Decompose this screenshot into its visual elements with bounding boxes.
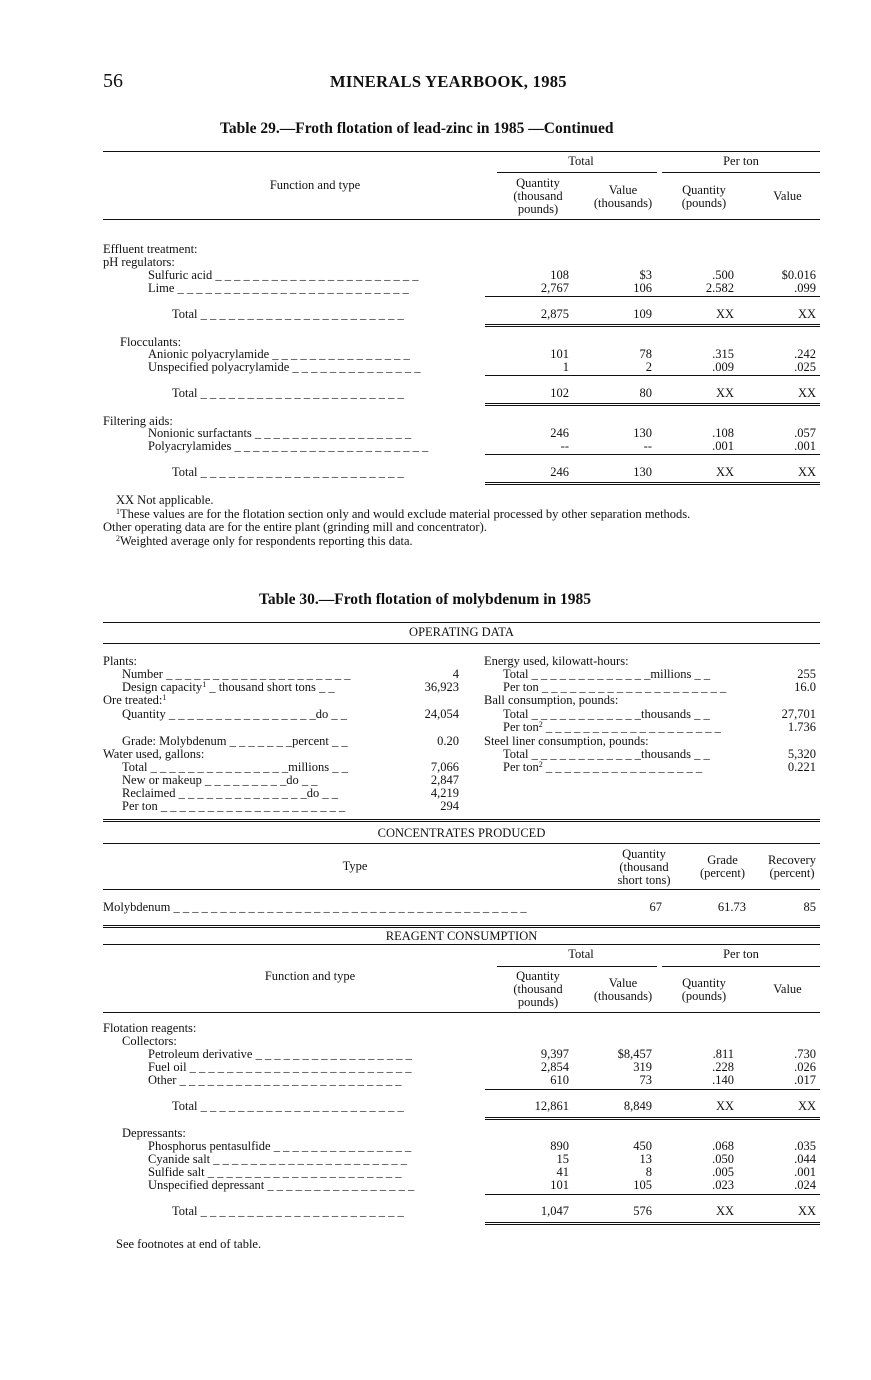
t30-op-number: Number _ _ _ _ _ _ _ _ _ _ _ _ _ _ _ _ _ _ _ _	[122, 668, 351, 681]
t30-row-label: Fuel oil _ _ _ _ _ _ _ _ _ _ _ _ _ _ _ _ _ _ _ _ _ _ _ _	[148, 1061, 412, 1074]
t29-cell-qty: 102	[550, 386, 569, 400]
t30-col-value-total: Value (thousands)	[593, 976, 653, 1003]
t30-op-water: Water used, gallons:	[103, 748, 205, 761]
t29-cell-qty: 2,875	[540, 307, 569, 321]
t29-cell-value: 2	[645, 360, 652, 374]
t30-col-function: Function and type	[264, 969, 356, 983]
t29-col-value-total: Value (thousands)	[593, 183, 653, 210]
t29-row-label: Polyacrylamides _ _ _ _ _ _ _ _ _ _ _ _ _ _ _ _ _ _ _ _ _	[148, 440, 429, 453]
t30-cell-per-ton-value: .017	[794, 1073, 816, 1087]
t30-cell-per-ton-value: .026	[794, 1060, 816, 1074]
t29-total-label: Total _ _ _ _ _ _ _ _ _ _ _ _ _ _ _ _ _ _ _ _ _ _	[172, 387, 404, 400]
page-number: 56	[103, 70, 123, 92]
t30-cell-qty: 610	[550, 1073, 569, 1087]
t30-op-quantity: Quantity _ _ _ _ _ _ _ _ _ _ _ _ _ _ _ _do _ _	[122, 708, 347, 721]
t30-cell-per-ton-qty: XX	[715, 1099, 734, 1113]
t29-cell-per-ton-value: XX	[797, 386, 816, 400]
t30-op-ore: Ore treated:$^1$	[103, 694, 167, 707]
t30-op-w-total-value: 7,066	[430, 760, 459, 774]
t30-col-qty-per-ton: Quantity (pounds)	[681, 976, 727, 1003]
t30-see-footnotes: See footnotes at end of table.	[116, 1237, 262, 1251]
t30-row-label: Unspecified depressant _ _ _ _ _ _ _ _ _ _ _ _ _ _ _ _	[148, 1179, 415, 1192]
table30-title: Table 30.—Froth flotation of molybdenum in 1985	[259, 591, 591, 608]
t29-cell-value: 78	[639, 347, 652, 361]
t30-op-b-per: Per ton$^2$ _ _ _ _ _ _ _ _ _ _ _ _ _ _ _ _ _ _ _	[503, 721, 721, 734]
t30-cell-per-ton-qty: .050	[712, 1152, 734, 1166]
t30-cell-qty: 9,397	[540, 1047, 569, 1061]
t30-op-b-total: Total _ _ _ _ _ _ _ _ _ _ _ _thousands _ _	[503, 708, 710, 721]
t29-row-label: Sulfuric acid _ _ _ _ _ _ _ _ _ _ _ _ _ _ _ _ _ _ _ _ _ _	[148, 269, 419, 282]
t29-cell-value: --	[643, 439, 652, 453]
t30-cell-value: 576	[633, 1204, 652, 1218]
t29-col-qty-total: Quantity (thousand pounds)	[513, 176, 563, 216]
t30-op-energy: Energy used, kilowatt-hours:	[484, 655, 629, 668]
t29-cell-per-ton-value: .025	[794, 360, 816, 374]
t29-cell-per-ton-qty: XX	[715, 386, 734, 400]
t30-cell-per-ton-qty: XX	[715, 1204, 734, 1218]
t30-row-label: Phosphorus pentasulfide _ _ _ _ _ _ _ _ _ _ _ _ _ _ _	[148, 1140, 412, 1153]
t30-cell-per-ton-qty: .005	[712, 1165, 734, 1179]
t30-cell-per-ton-value: .035	[794, 1139, 816, 1153]
t29-cell-per-ton-qty: XX	[715, 465, 734, 479]
t30-cell-per-ton-value: .024	[794, 1178, 816, 1192]
t30-section-collectors: Collectors:	[122, 1034, 177, 1048]
t29-cell-qty: 246	[550, 426, 569, 440]
t30-cell-qty: 890	[550, 1139, 569, 1153]
t30-cell-qty: 2,854	[540, 1060, 569, 1074]
t30-cell-value: 73	[639, 1073, 652, 1087]
t30-op-b-per-value: 1.736	[787, 720, 816, 734]
t30-row-label: Petroleum derivative _ _ _ _ _ _ _ _ _ _ _ _ _ _ _ _ _	[148, 1048, 412, 1061]
t30-cell-value: 450	[633, 1139, 652, 1153]
t29-col-function: Function and type	[269, 178, 361, 192]
t30-op-design: Design capacity$^1$ _ thousand short tons _ _	[122, 681, 335, 694]
t30-op-s-per: Per ton$^2$ _ _ _ _ _ _ _ _ _ _ _ _ _ _ _ _ _	[503, 761, 703, 774]
t30-cell-per-ton-value: XX	[797, 1204, 816, 1218]
t30-cell-qty: 101	[550, 1178, 569, 1192]
t30-op-e-per-value: 16.0	[794, 680, 816, 694]
t30-col-value-per-ton: Value	[773, 982, 802, 996]
t30-conc-recovery: Recovery (percent)	[768, 853, 816, 880]
t29-row-label: Unspecified polyacrylamide _ _ _ _ _ _ _ _ _ _ _ _ _ _	[148, 361, 421, 374]
t30-op-e-total: Total _ _ _ _ _ _ _ _ _ _ _ _ _millions _ _	[503, 668, 711, 681]
t30-total-label: Total _ _ _ _ _ _ _ _ _ _ _ _ _ _ _ _ _ _ _ _ _ _	[172, 1100, 404, 1113]
t29-footnote-1: $^1$These values are for the flotation section only and would exclude material processed by other separation methods.	[116, 507, 691, 521]
t30-op-w-per-value: 294	[440, 799, 459, 813]
t30-op-s-total: Total _ _ _ _ _ _ _ _ _ _ _ _thousands _ _	[503, 748, 710, 761]
t29-total-label: Total _ _ _ _ _ _ _ _ _ _ _ _ _ _ _ _ _ _ _ _ _ _	[172, 308, 404, 321]
t29-row-label: Anionic polyacrylamide _ _ _ _ _ _ _ _ _ _ _ _ _ _ _	[148, 348, 410, 361]
t30-cell-per-ton-value: .044	[794, 1152, 816, 1166]
t30-op-plants: Plants:	[103, 655, 138, 668]
t30-conc-qty: Quantity (thousand short tons)	[617, 847, 671, 887]
t29-cell-qty: --	[560, 439, 569, 453]
t30-group-per-ton: Per ton	[723, 947, 759, 961]
t29-group-total: Total	[568, 154, 594, 168]
t29-cell-qty: 108	[550, 268, 569, 282]
t30-cell-qty: 1,047	[540, 1204, 569, 1218]
t29-section-filtering: Filtering aids:	[103, 414, 173, 428]
t30-cell-per-ton-qty: .140	[712, 1073, 734, 1087]
t30-conc-grade: Grade (percent)	[699, 853, 746, 880]
t30-op-s-total-value: 5,320	[787, 747, 816, 761]
t29-cell-per-ton-qty: .500	[712, 268, 734, 282]
t30-conc-type: Type	[342, 859, 368, 873]
t30-col-qty-total: Quantity (thousand pounds)	[513, 969, 563, 1009]
t29-section-flocculants: Flocculants:	[120, 335, 182, 349]
t30-cell-per-ton-value: XX	[797, 1099, 816, 1113]
t29-cell-value: 130	[633, 426, 652, 440]
running-title: MINERALS YEARBOOK, 1985	[330, 72, 567, 91]
t29-cell-value: 106	[633, 281, 652, 295]
t30-row-label: Cyanide salt _ _ _ _ _ _ _ _ _ _ _ _ _ _ _ _ _ _ _ _ _	[148, 1153, 408, 1166]
t30-cell-value: 105	[633, 1178, 652, 1192]
t30-op-grade: Grade: Molybdenum _ _ _ _ _ _ _percent _ _	[122, 735, 348, 748]
t30-op-grade-value: 0.20	[437, 734, 459, 748]
t29-cell-per-ton-value: .242	[794, 347, 816, 361]
t29-footnote-xx: XX Not applicable.	[116, 493, 214, 507]
t29-cell-qty: 2,767	[540, 281, 569, 295]
t30-conc-row-recovery: 85	[803, 900, 816, 914]
t30-total-label: Total _ _ _ _ _ _ _ _ _ _ _ _ _ _ _ _ _ _ _ _ _ _	[172, 1205, 404, 1218]
t30-op-w-new-value: 2,847	[430, 773, 459, 787]
t29-col-value-per-ton: Value	[773, 189, 802, 203]
t29-cell-value: 130	[633, 465, 652, 479]
t29-group-per-ton: Per ton	[723, 154, 759, 168]
t30-cell-per-ton-qty: .023	[712, 1178, 734, 1192]
t29-section-effluent: Effluent treatment:	[103, 242, 198, 256]
t30-op-e-per: Per ton _ _ _ _ _ _ _ _ _ _ _ _ _ _ _ _ _ _ _ _	[503, 681, 727, 694]
t30-op-b-total-value: 27,701	[781, 707, 816, 721]
t30-cell-value: 13	[639, 1152, 652, 1166]
t30-cell-qty: 15	[556, 1152, 569, 1166]
t29-total-label: Total _ _ _ _ _ _ _ _ _ _ _ _ _ _ _ _ _ _ _ _ _ _	[172, 466, 404, 479]
t30-op-quantity-value: 24,054	[424, 707, 459, 721]
t29-cell-per-ton-qty: .315	[712, 347, 734, 361]
t29-cell-per-ton-value: XX	[797, 307, 816, 321]
t29-cell-per-ton-qty: .009	[712, 360, 734, 374]
t30-op-number-value: 4	[452, 667, 459, 681]
t30-group-total: Total	[568, 947, 594, 961]
t29-cell-per-ton-value: XX	[797, 465, 816, 479]
t30-cell-value: 8,849	[623, 1099, 652, 1113]
t29-footnote-1-cont: Other operating data are for the entire plant (grinding mill and concentrator).	[103, 520, 487, 534]
t29-cell-per-ton-value: $0.016	[781, 268, 816, 282]
t30-op-w-recl-value: 4,219	[430, 786, 459, 800]
t29-cell-per-ton-value: .001	[794, 439, 816, 453]
t29-row-label: Lime _ _ _ _ _ _ _ _ _ _ _ _ _ _ _ _ _ _ _ _ _ _ _ _ _	[148, 282, 409, 295]
t30-conc-row-grade: 61.73	[717, 900, 746, 914]
table29-title: Table 29.—Froth flotation of lead-zinc in 1985 —Continued	[220, 120, 614, 137]
t29-col-qty-per-ton: Quantity (pounds)	[681, 183, 727, 210]
t30-op-w-recl: Reclaimed _ _ _ _ _ _ _ _ _ _ _ _ _ _do _ _	[122, 787, 338, 800]
t29-section-ph: pH regulators:	[103, 255, 175, 269]
t29-cell-per-ton-value: .099	[794, 281, 816, 295]
t30-concentrates-heading: CONCENTRATES PRODUCED	[377, 826, 546, 840]
t30-op-ball: Ball consumption, pounds:	[484, 694, 619, 707]
t30-op-design-value: 36,923	[424, 680, 459, 694]
t30-reagent-heading: REAGENT CONSUMPTION	[385, 929, 538, 943]
t29-cell-qty: 101	[550, 347, 569, 361]
t30-cell-value: 319	[633, 1060, 652, 1074]
t30-cell-per-ton-qty: .811	[712, 1047, 734, 1061]
t30-op-w-per: Per ton _ _ _ _ _ _ _ _ _ _ _ _ _ _ _ _ _ _ _ _	[122, 800, 346, 813]
t30-cell-per-ton-value: .730	[794, 1047, 816, 1061]
t30-cell-per-ton-qty: .228	[712, 1060, 734, 1074]
t29-cell-qty: 1	[562, 360, 569, 374]
t30-cell-value: $8,457	[617, 1047, 652, 1061]
t29-cell-per-ton-qty: XX	[715, 307, 734, 321]
t29-cell-per-ton-qty: .001	[712, 439, 734, 453]
t30-op-s-per-value: 0.221	[787, 760, 816, 774]
t30-op-e-total-value: 255	[797, 667, 816, 681]
t30-op-steel: Steel liner consumption, pounds:	[484, 735, 649, 748]
t29-cell-per-ton-value: .057	[794, 426, 816, 440]
t29-cell-per-ton-qty: .108	[712, 426, 734, 440]
t29-row-label: Nonionic surfactants _ _ _ _ _ _ _ _ _ _ _ _ _ _ _ _ _	[148, 427, 412, 440]
t30-row-label: Other _ _ _ _ _ _ _ _ _ _ _ _ _ _ _ _ _ _ _ _ _ _ _ _	[148, 1074, 402, 1087]
t29-cell-value: $3	[639, 268, 652, 282]
t29-footnote-2: $^2$Weighted average only for respondents reporting this data.	[116, 534, 413, 548]
t30-conc-row-label: Molybdenum _ _ _ _ _ _ _ _ _ _ _ _ _ _ _ _ _ _ _ _ _ _ _ _ _ _ _ _ _ _ _ _ _ _ _ _ _ _	[103, 901, 527, 914]
t30-cell-per-ton-value: .001	[794, 1165, 816, 1179]
t30-op-w-new: New or makeup _ _ _ _ _ _ _ _ _do _ _	[122, 774, 318, 787]
t30-row-label: Sulfide salt _ _ _ _ _ _ _ _ _ _ _ _ _ _ _ _ _ _ _ _ _	[148, 1166, 402, 1179]
t30-cell-qty: 41	[556, 1165, 569, 1179]
t30-operating-heading: OPERATING DATA	[409, 625, 514, 639]
t30-section-flotation: Flotation reagents:	[103, 1021, 197, 1035]
t29-cell-value: 109	[633, 307, 652, 321]
t29-cell-value: 80	[639, 386, 652, 400]
t30-op-w-total: Total _ _ _ _ _ _ _ _ _ _ _ _ _ _ _millions _ _	[122, 761, 348, 774]
t29-cell-per-ton-qty: 2.582	[705, 281, 734, 295]
t30-conc-row-qty: 67	[649, 900, 662, 914]
t30-cell-qty: 12,861	[534, 1099, 569, 1113]
t29-cell-qty: 246	[550, 465, 569, 479]
t30-cell-per-ton-qty: .068	[712, 1139, 734, 1153]
t30-section-depressants: Depressants:	[122, 1126, 186, 1140]
t30-cell-value: 8	[645, 1165, 652, 1179]
